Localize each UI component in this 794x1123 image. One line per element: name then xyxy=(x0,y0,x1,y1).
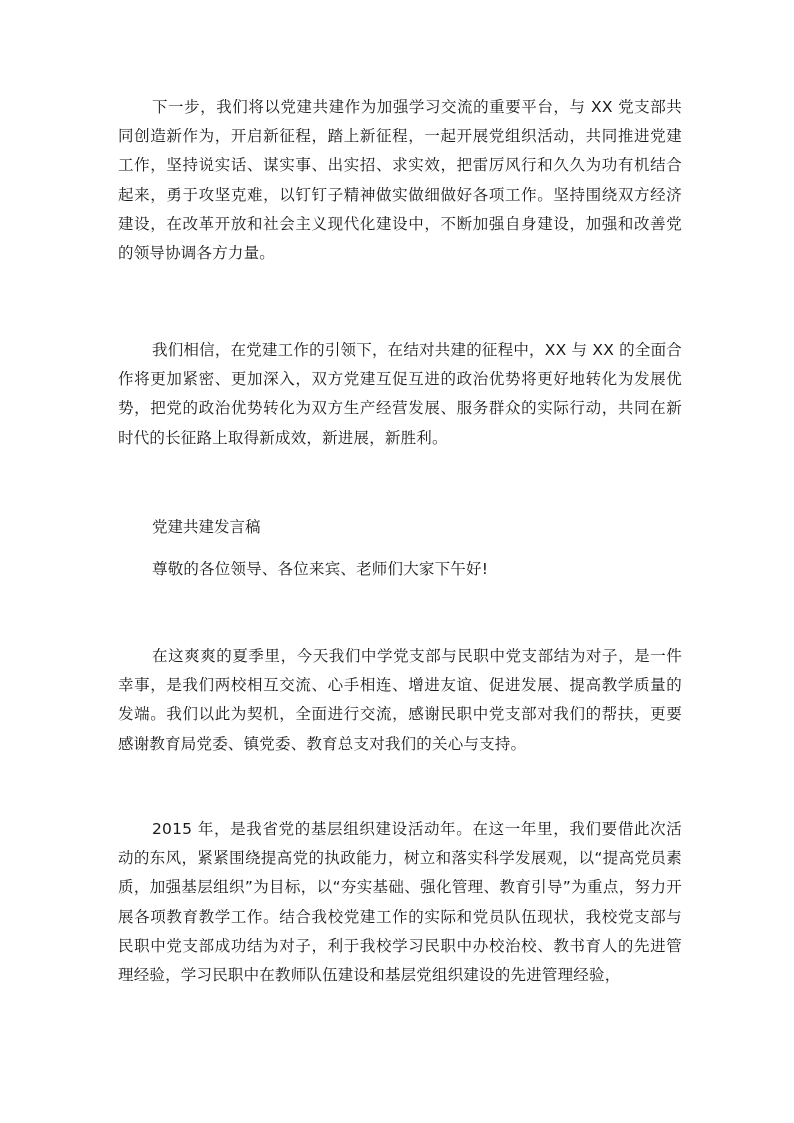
paragraph-2015-activity: 2015 年，是我省党的基层组织建设活动年。在这一年里，我们要借此次活动的东风，紧紧围绕提高党的执政能力，树立和落实科学发展观，以“提高党员素质，加强基层组织”为目标，以“夯实基础、强化管理、教育引导”为重点，努力开展各项教育教学工作。结合我校党建工作的实际和党员队伍现状，我校党支部与民职中党支部成功结为对子，利于我校学习民职中办校治校、教书育人的先进管理经验，学习民职中在教师队伍建设和基层党组织建设的先进管理经验， xyxy=(118,820,682,985)
paragraph-next-steps: 下一步，我们将以党建共建作为加强学习交流的重要平台，与 XX 党支部共同创造新作为，开启新征程，踏上新征程，一起开展党组织活动，共同推进党建工作，坚持说实话、谋实事、出实招、求实效，把雷厉风行和久久为功有机结合起来，勇于攻坚克难，以钉钉子精神做实做细做好各项工作。坚持围绕双方经济建设，在改革开放和社会主义现代化建设中，不断加强自身建设，加强和改善党的领导协调各方力量。 xyxy=(118,98,682,263)
speech-heading: 党建共建发言稿 xyxy=(152,518,261,536)
speech-greeting: 尊敬的各位领导、各位来宾、老师们大家下午好! xyxy=(152,560,489,578)
paragraph-belief: 我们相信，在党建工作的引领下，在结对共建的征程中，XX 与 XX 的全面合作将更加紧密、更加深入，双方党建互促互进的政治优势将更好地转化为发展优势，把党的政治优势转化为双方生产经营发展、服务群众的实际行动，共同在新时代的长征路上取得新成效，新进展，新胜利。 xyxy=(118,341,682,447)
paragraph-summer-pairing: 在这爽爽的夏季里，今天我们中学党支部与民职中党支部结为对子，是一件幸事，是我们两校相互交流、心手相连、增进友谊、促进发展、提高教学质量的发端。我们以此为契机，全面进行交流，感谢民职中党支部对我们的帮扶，更要感谢教育局党委、镇党委、教育总支对我们的关心与支持。 xyxy=(118,647,682,753)
